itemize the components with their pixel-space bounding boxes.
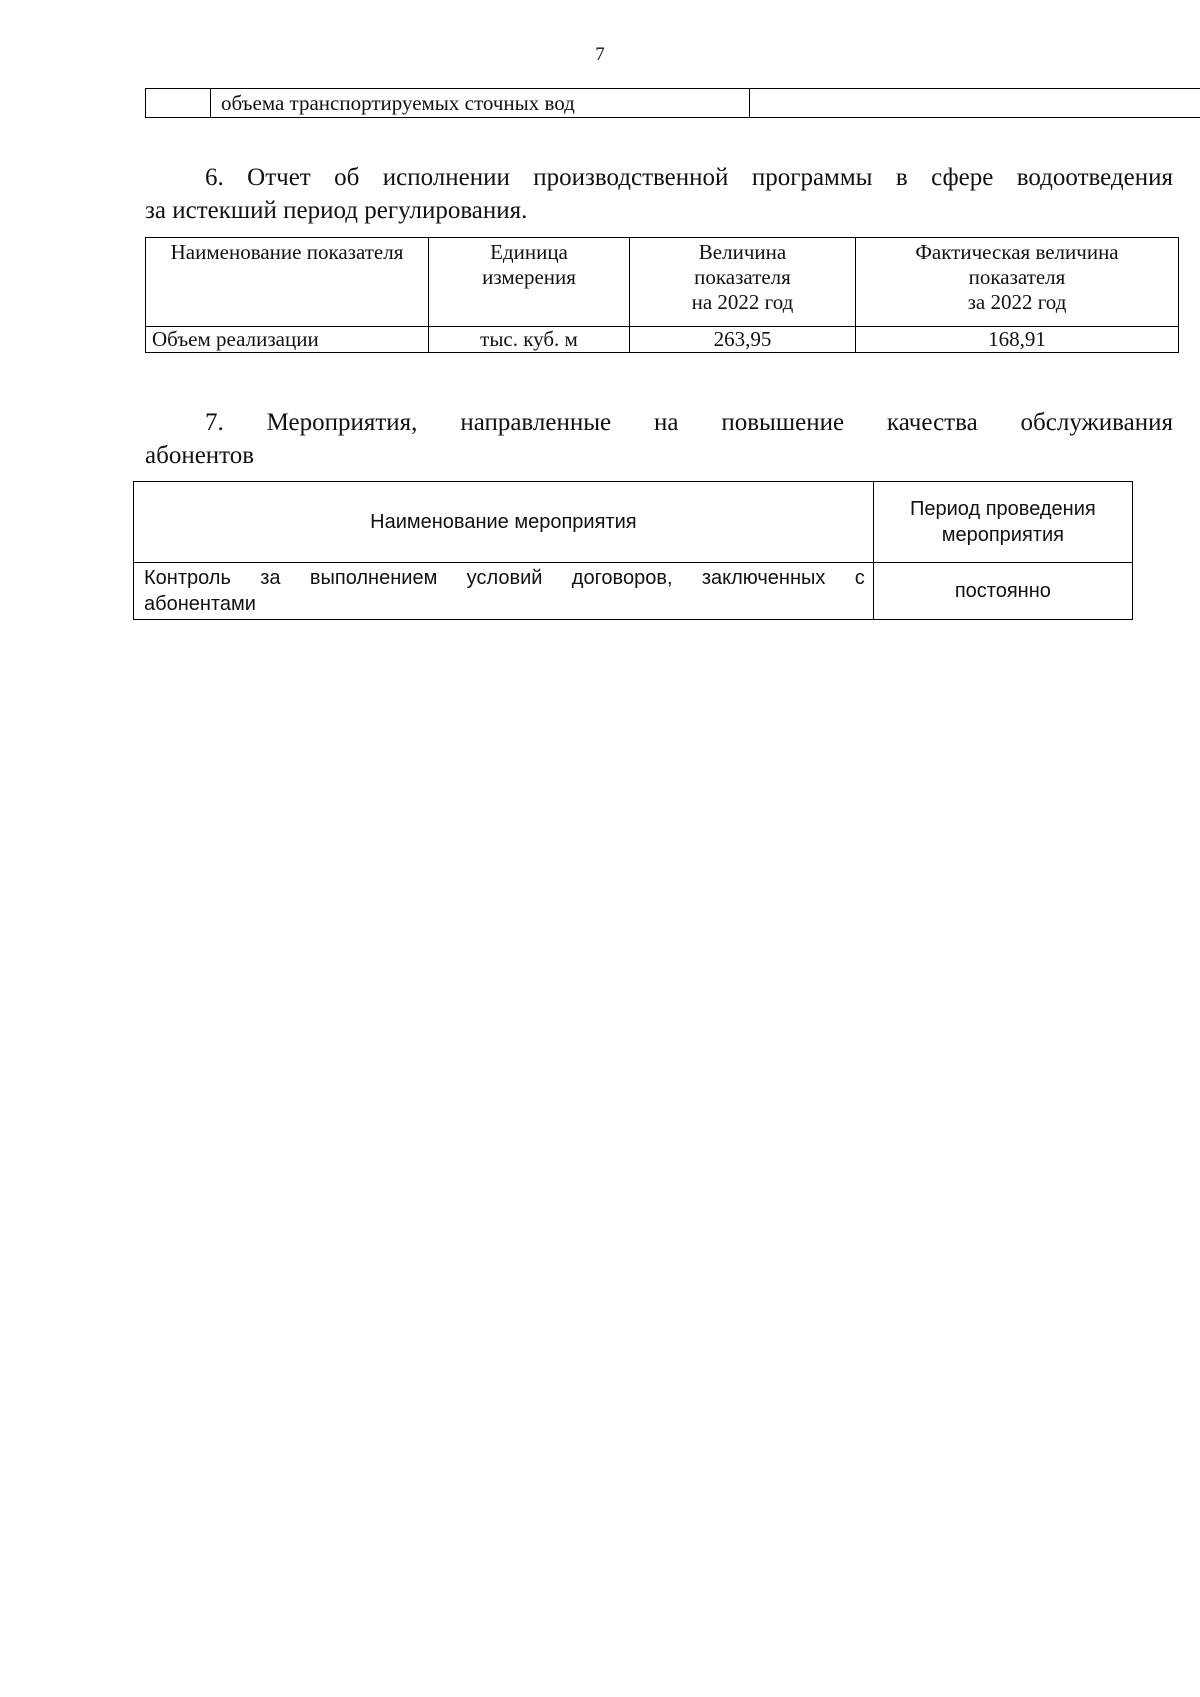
column-header (856, 238, 1179, 327)
heading-line: 7. Мероприятия, направленные на повышение качества обслуживания (205, 409, 1173, 436)
header-line: за 2022 год (967, 290, 1067, 314)
heading-line: абонентов (145, 442, 255, 469)
column-header (873, 482, 1132, 563)
column-header (429, 238, 630, 327)
column-header (630, 238, 856, 327)
table-cell: 168,91 (856, 327, 1179, 353)
table-header-row (146, 238, 1179, 327)
heading-line: 6. Отчет об исполнении производственной программы в сфере водоотведения (205, 164, 1173, 191)
section-7-heading (145, 406, 1173, 472)
table-row (146, 327, 1179, 353)
cell-line: Контроль за выполнением условий договоров, заключенных с (144, 567, 865, 589)
table-cell (134, 563, 874, 620)
table-row (134, 563, 1133, 620)
header-line: Величина (698, 240, 787, 264)
section-6-heading (145, 161, 1173, 227)
table-cell: тыс. куб. м (429, 327, 630, 353)
header-line: мероприятия (941, 524, 1064, 546)
table-cell: Объем реализации (146, 327, 429, 353)
header-line: Наименование показателя (170, 240, 404, 264)
table-cell: объема транспортируемых сточных вод (211, 89, 750, 118)
header-line: Период проведения (910, 498, 1096, 520)
heading-line: за истекший период регулирования. (145, 197, 528, 224)
header-line: измерения (482, 265, 576, 289)
column-header: Наименование мероприятия (134, 482, 874, 563)
table-cell (146, 89, 211, 118)
column-header (146, 238, 429, 327)
header-line: Единица (490, 240, 568, 264)
page-number: 7 (595, 44, 605, 65)
table-row (146, 89, 1200, 118)
header-line: показателя (968, 265, 1066, 289)
header-line: показателя (694, 265, 791, 289)
events-table (133, 481, 1133, 620)
header-line: Фактическая величина (915, 240, 1119, 264)
cell-line: абонентами (144, 593, 256, 615)
table-header-row (134, 482, 1133, 563)
production-report-table (145, 237, 1179, 353)
header-line: на 2022 год (691, 290, 794, 314)
continued-table (145, 88, 1200, 118)
table-cell: постоянно (873, 563, 1132, 620)
table-cell: 263,95 (630, 327, 856, 353)
table-cell (750, 89, 1200, 118)
